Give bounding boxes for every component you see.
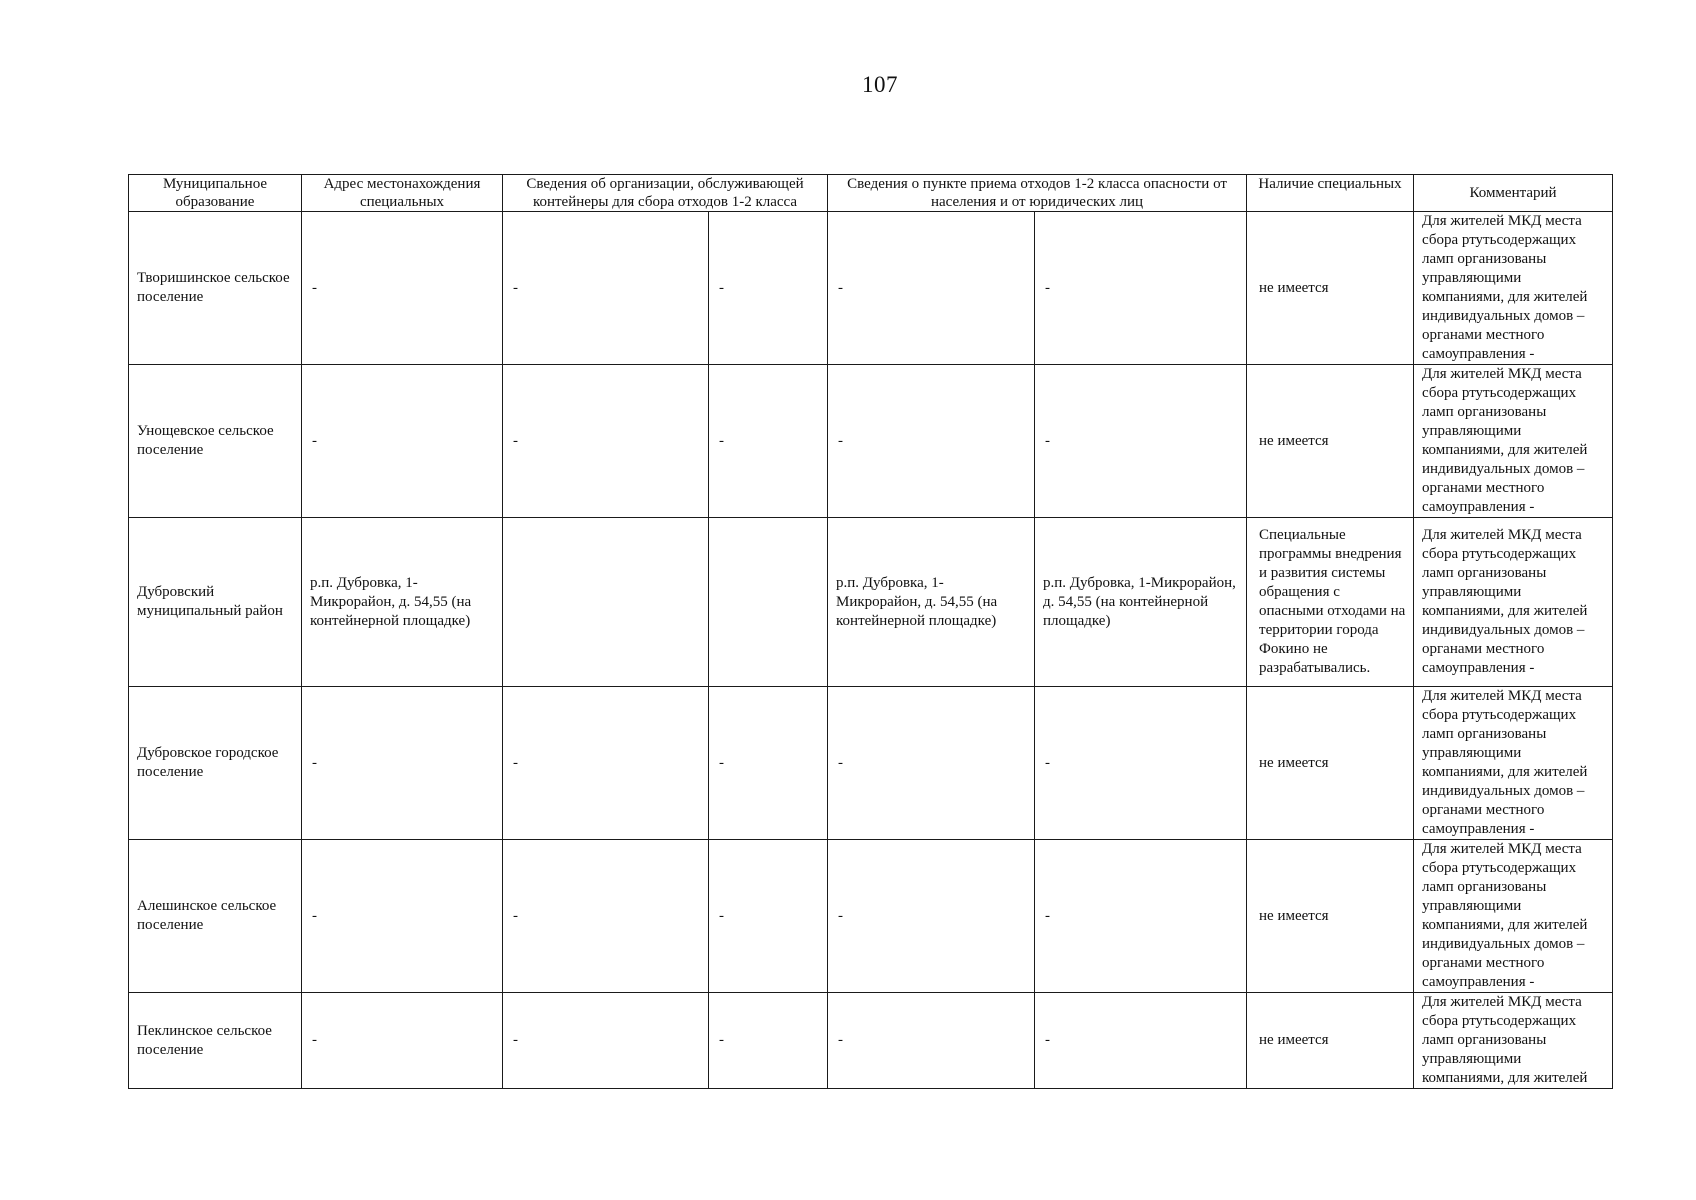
cell-comment: Для жителей МКД места сбора ртутьсодержащих ламп организованы управляющими компаниями, для жителей индивидуальных домов – органами местного самоуправления - — [1414, 518, 1613, 687]
cell-comment: Для жителей МКД места сбора ртутьсодержащих ламп организованы управляющими компаниями, для жителей — [1414, 993, 1613, 1089]
table-row — [129, 840, 1613, 993]
table-row — [129, 365, 1613, 518]
cell-comment: Для жителей МКД места сбора ртутьсодержащих ламп организованы управляющими компаниями, для жителей индивидуальных домов – органами местного самоуправления - — [1414, 687, 1613, 840]
cell-org-a: - — [503, 687, 709, 840]
cell-comment: Для жителей МКД места сбора ртутьсодержащих ламп организованы управляющими компаниями, для жителей индивидуальных домов – органами местного самоуправления - — [1414, 840, 1613, 993]
cell-municipality: Дубровское городское поселение — [129, 687, 302, 840]
cell-point-b: р.п. Дубровка, 1-Микрорайон, д. 54,55 (на контейнерной площадке) — [1035, 518, 1247, 687]
table-row — [129, 993, 1613, 1089]
table-row — [129, 212, 1613, 365]
cell-address: р.п. Дубровка, 1-Микрорайон, д. 54,55 (на контейнерной площадке) — [302, 518, 503, 687]
cell-municipality: Алешинское сельское поселение — [129, 840, 302, 993]
page-number: 107 — [862, 72, 898, 97]
cell-address: - — [302, 687, 503, 840]
header-address: Адрес местонахождения специальных — [302, 175, 503, 212]
cell-org-a: - — [503, 365, 709, 518]
cell-address: - — [302, 993, 503, 1089]
header-organization: Сведения об организации, обслуживающей контейнеры для сбора отходов 1-2 класса — [503, 175, 828, 212]
cell-availability: не имеется — [1247, 365, 1414, 518]
cell-address: - — [302, 212, 503, 365]
cell-municipality: Дубровский муниципальный район — [129, 518, 302, 687]
header-comment: Комментарий — [1414, 175, 1613, 212]
cell-availability: не имеется — [1247, 687, 1414, 840]
cell-point-a: - — [828, 840, 1035, 993]
header-row — [129, 175, 1613, 212]
cell-org-b: - — [709, 993, 828, 1089]
table-row — [129, 518, 1613, 687]
cell-availability: не имеется — [1247, 212, 1414, 365]
cell-point-b: - — [1035, 212, 1247, 365]
header-municipality: Муниципальное образование — [129, 175, 302, 212]
cell-point-a: р.п. Дубровка, 1-Микрорайон, д. 54,55 (на контейнерной площадке) — [828, 518, 1035, 687]
cell-point-b: - — [1035, 993, 1247, 1089]
cell-municipality: Пеклинское сельское поселение — [129, 993, 302, 1089]
cell-org-b: - — [709, 212, 828, 365]
cell-municipality: Унощевское сельское поселение — [129, 365, 302, 518]
cell-point-b: - — [1035, 687, 1247, 840]
cell-org-a — [503, 518, 709, 687]
cell-point-a: - — [828, 687, 1035, 840]
cell-org-a: - — [503, 840, 709, 993]
cell-municipality: Творишинское сельское поселение — [129, 212, 302, 365]
cell-org-b: - — [709, 365, 828, 518]
cell-org-a: - — [503, 212, 709, 365]
cell-org-a: - — [503, 993, 709, 1089]
cell-comment: Для жителей МКД места сбора ртутьсодержащих ламп организованы управляющими компаниями, для жителей индивидуальных домов – органами местного самоуправления - — [1414, 365, 1613, 518]
header-collection-point: Сведения о пункте приема отходов 1-2 класса опасности от населения и от юридических лиц — [828, 175, 1247, 212]
cell-availability: Специальные программы внедрения и развития системы обращения с опасными отходами на территории города Фокино не разрабатывались. — [1247, 518, 1414, 687]
cell-comment: Для жителей МКД места сбора ртутьсодержащих ламп организованы управляющими компаниями, для жителей индивидуальных домов – органами местного самоуправления - — [1414, 212, 1613, 365]
cell-org-b: - — [709, 840, 828, 993]
cell-org-b: - — [709, 687, 828, 840]
cell-address: - — [302, 365, 503, 518]
cell-point-a: - — [828, 993, 1035, 1089]
cell-availability: не имеется — [1247, 840, 1414, 993]
header-availability: Наличие специальных — [1247, 175, 1414, 212]
cell-address: - — [302, 840, 503, 993]
waste-collection-table — [128, 174, 1613, 1089]
cell-point-a: - — [828, 212, 1035, 365]
cell-org-b — [709, 518, 828, 687]
table-row — [129, 687, 1613, 840]
cell-point-a: - — [828, 365, 1035, 518]
cell-point-b: - — [1035, 365, 1247, 518]
cell-availability: не имеется — [1247, 993, 1414, 1089]
cell-point-b: - — [1035, 840, 1247, 993]
